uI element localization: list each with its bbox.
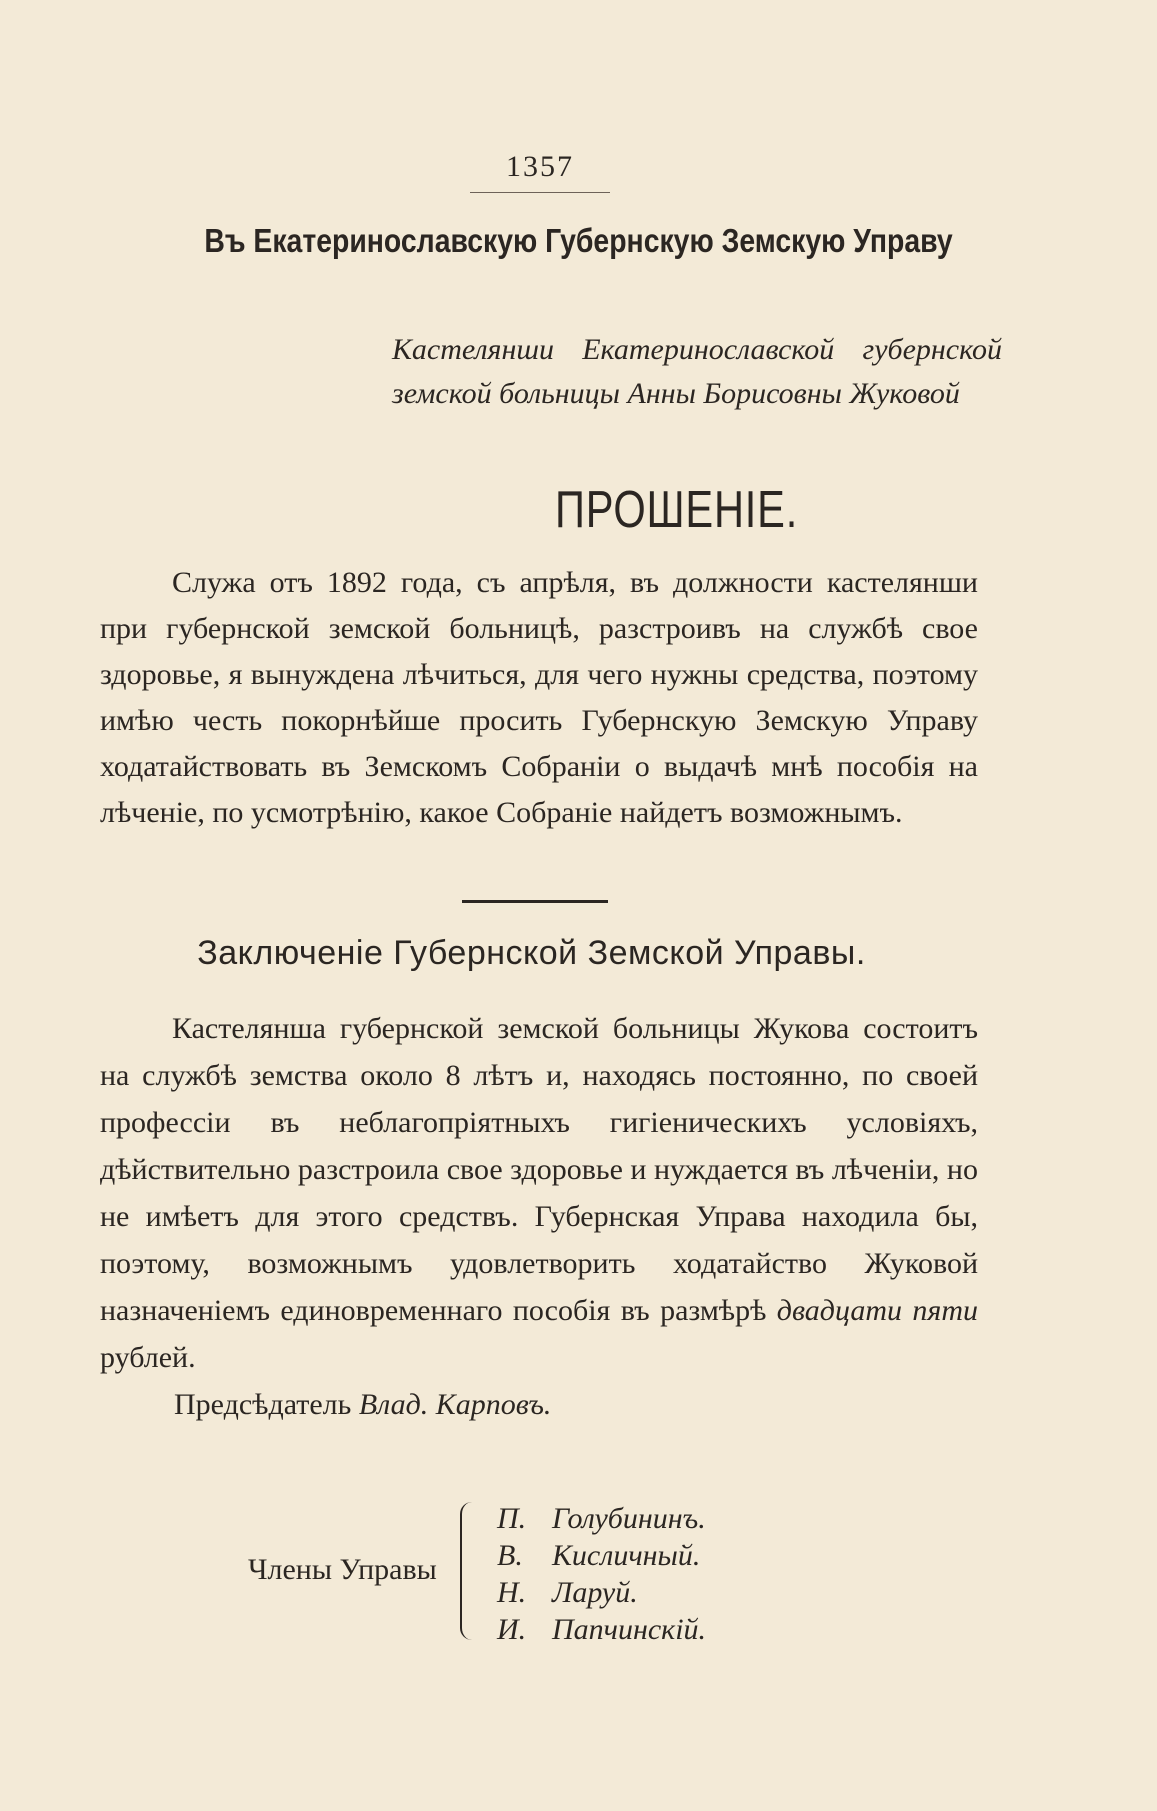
member-initial: П. <box>497 1502 527 1535</box>
conclusion-amount: двадцати пяти <box>776 1294 979 1327</box>
member-surname: Голубининъ. <box>552 1502 706 1535</box>
conclusion-text: Кастелянша губернской земской больницы Жукова состоитъ на службѣ земства около 8 лѣтъ и, находясь постоянно, по своей профессіи въ неблагопріятныхъ гигіеническихъ условіяхъ, дѣйствительно разстроила свое здоровье и нуждается въ лѣченіи, но не имѣетъ для этого средствъ. Губернская Управа находила бы, поэтому, возможнымъ удовлетворить ходатайство Жуковой назначеніемъ единовременнаго пособія въ размѣрѣ <box>100 1012 978 1327</box>
member-initial: И. <box>497 1613 527 1646</box>
conclusion-body <box>100 1005 978 1381</box>
members-label: Члены Управы <box>248 1553 437 1586</box>
member-surname: Кисличный. <box>552 1539 701 1572</box>
conclusion-end: рублей. <box>100 1341 196 1374</box>
members-list <box>497 1500 706 1648</box>
member-surname: Ларуй. <box>552 1576 638 1609</box>
chairman-name: Влад. Карповъ. <box>358 1388 552 1421</box>
members-brace <box>460 1502 476 1640</box>
chairman-label: Предсѣдатель <box>174 1388 352 1421</box>
member-item <box>497 1537 706 1574</box>
petition-title: ПРОШЕНІЕ. <box>555 481 799 539</box>
page-number: 1357 <box>506 150 574 183</box>
member-initial: В. <box>497 1539 523 1572</box>
member-item <box>497 1574 706 1611</box>
page-number-rule <box>470 192 610 193</box>
member-item <box>497 1611 706 1648</box>
member-item <box>497 1500 706 1537</box>
chairman-signature <box>174 1388 551 1422</box>
section-divider <box>462 900 608 903</box>
addressee-heading: Въ Екатеринославскую Губернскую Земскую Управу <box>204 222 953 259</box>
member-initial: Н. <box>497 1576 527 1609</box>
member-surname: Папчинскій. <box>552 1613 707 1646</box>
petition-body: Служа отъ 1892 года, съ апрѣля, въ должности кастелянши при губернской земской больницѣ, разстроивъ на службѣ свое здоровье, я вынуждена лѣчиться, для чего нужны средства, поэтому имѣю честь покорнѣйше просить Губернскую Земскую Управу ходатайствовать въ Земскомъ Собраніи о выдачѣ мнѣ пособія на лѣченіе, по усмотрѣнію, какое Собраніе найдетъ возможнымъ. <box>100 566 978 829</box>
conclusion-heading: Заключеніе Губернской Земской Управы. <box>197 934 866 972</box>
petitioner-line: Кастелянши Екатеринославской губернской земской больницы Анны Борисовны Жуковой <box>392 333 1002 410</box>
